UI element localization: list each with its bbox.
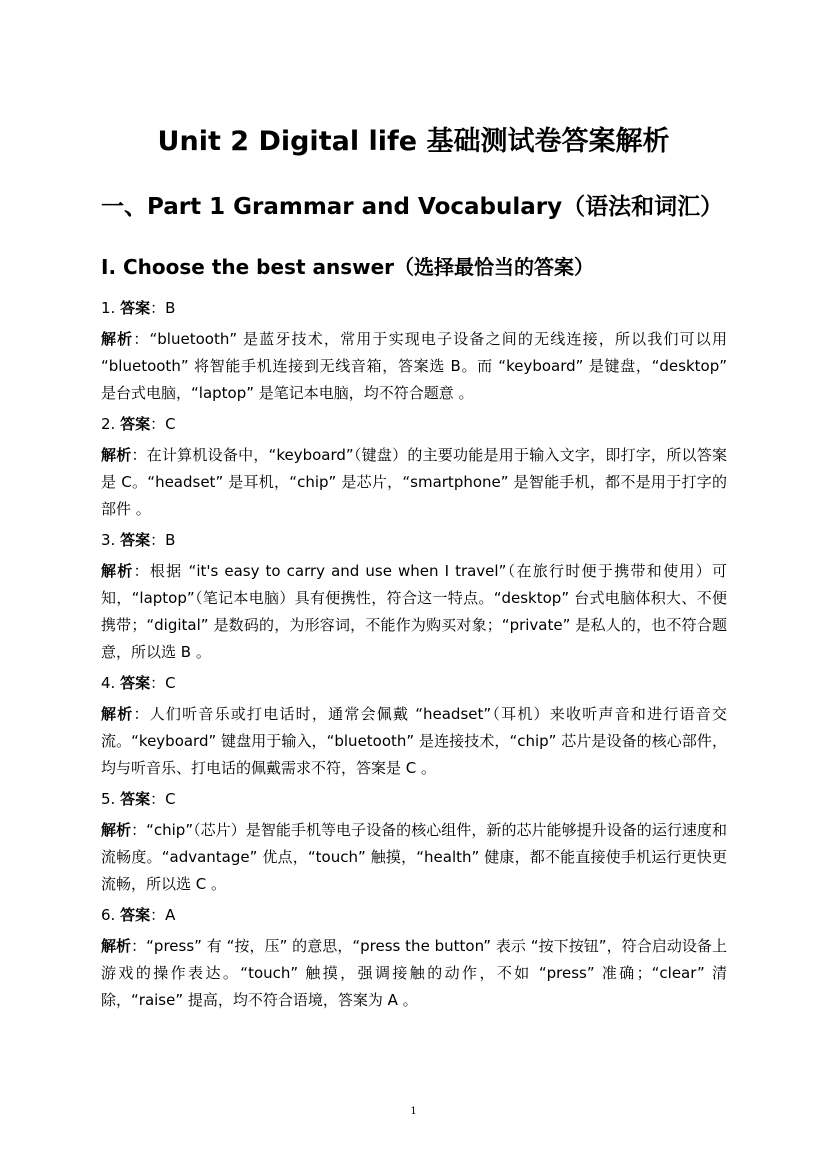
- question-number: 5.: [101, 790, 116, 808]
- answer-label: 答案: [120, 299, 151, 317]
- section-heading: 一、Part 1 Grammar and Vocabulary（语法和词汇）: [101, 194, 724, 220]
- explanation-text: ：“chip”（芯片）是智能手机等电子设备的核心组件，新的芯片能够提升设备的运行速度和流畅度。“advantage” 优点，“touch” 触摸，“health” 健康，都不能直接使手机运行更快更流畅，所以选 C 。: [101, 821, 727, 893]
- explanation: [101, 326, 727, 407]
- explanation: [101, 701, 727, 782]
- answer-line: [101, 411, 727, 438]
- question-number: 2.: [101, 415, 116, 433]
- answer-line: [101, 295, 727, 322]
- answer-item-5: [101, 786, 727, 898]
- explanation-label: 解析: [101, 821, 132, 839]
- answer-item-3: [101, 527, 727, 666]
- answer-list: [101, 295, 727, 1018]
- explanation-text: ：人们听音乐或打电话时，通常会佩戴 “headset”（耳机）来收听声音和进行语音交流。“keyboard” 键盘用于输入，“bluetooth” 是连接技术，“chip” 芯片是设备的核心部件，均与听音乐、打电话的佩戴需求不符，答案是 C 。: [101, 705, 727, 777]
- explanation: [101, 933, 727, 1014]
- explanation-text: ：根据 “it's easy to carry and use when I travel”（在旅行时便于携带和使用）可知，“laptop”（笔记本电脑）具有便携性，符合这一特点。“desktop” 台式电脑体积大、不便携带；“digital” 是数码的，为形容词，不能作为购买对象；“private” 是私人的，也不符合题意，所以选 B 。: [101, 562, 727, 661]
- explanation-label: 解析: [101, 562, 134, 580]
- answer-label: 答案: [120, 531, 151, 549]
- explanation: [101, 442, 727, 523]
- question-number: 4.: [101, 674, 116, 692]
- explanation-text: ：在计算机设备中，“keyboard”（键盘）的主要功能是用于输入文字，即打字，所以答案是 C。“headset” 是耳机，“chip” 是芯片，“smartphone” 是智能手机，都不是用于打字的部件 。: [101, 446, 727, 518]
- answer-item-6: [101, 902, 727, 1014]
- explanation-label: 解析: [101, 705, 134, 723]
- answer-value: ：C: [150, 415, 176, 433]
- answer-label: 答案: [120, 906, 151, 924]
- explanation: [101, 817, 727, 898]
- answer-item-2: [101, 411, 727, 523]
- answer-line: [101, 670, 727, 697]
- answer-item-4: [101, 670, 727, 782]
- answer-value: ：C: [150, 674, 176, 692]
- explanation-label: 解析: [101, 446, 132, 464]
- question-number: 3.: [101, 531, 116, 549]
- answer-value: ：B: [150, 531, 176, 549]
- explanation-text: ：“bluetooth” 是蓝牙技术，常用于实现电子设备之间的无线连接，所以我们可以用 “bluetooth” 将智能手机连接到无线音箱，答案选 B。而 “keyboard” 是键盘，“desktop” 是台式电脑，“laptop” 是笔记本电脑，均不符合题意 。: [101, 330, 727, 402]
- explanation-label: 解析: [101, 937, 132, 955]
- answer-label: 答案: [120, 790, 151, 808]
- question-number: 1.: [101, 299, 116, 317]
- explanation: [101, 558, 727, 666]
- answer-line: [101, 786, 727, 813]
- explanation-text: ：“press” 有 “按，压” 的意思，“press the button” 表示 “按下按钮”，符合启动设备上游戏的操作表达。“touch” 触摸，强调接触的动作，不如 “press” 准确；“clear” 清除，“raise” 提高，均不符合语境，答案为 A 。: [101, 937, 727, 1009]
- answer-label: 答案: [120, 674, 151, 692]
- question-number: 6.: [101, 906, 116, 924]
- answer-label: 答案: [120, 415, 151, 433]
- explanation-label: 解析: [101, 330, 134, 348]
- answer-value: ：B: [150, 299, 176, 317]
- answer-value: ：A: [150, 906, 176, 924]
- subsection-heading: I. Choose the best answer（选择最恰当的答案）: [101, 255, 595, 279]
- answer-value: ：C: [150, 790, 176, 808]
- answer-item-1: [101, 295, 727, 407]
- page-title: Unit 2 Digital life 基础测试卷答案解析: [157, 126, 670, 157]
- answer-line: [101, 527, 727, 554]
- answer-line: [101, 902, 727, 929]
- page-number: 1: [410, 1106, 417, 1117]
